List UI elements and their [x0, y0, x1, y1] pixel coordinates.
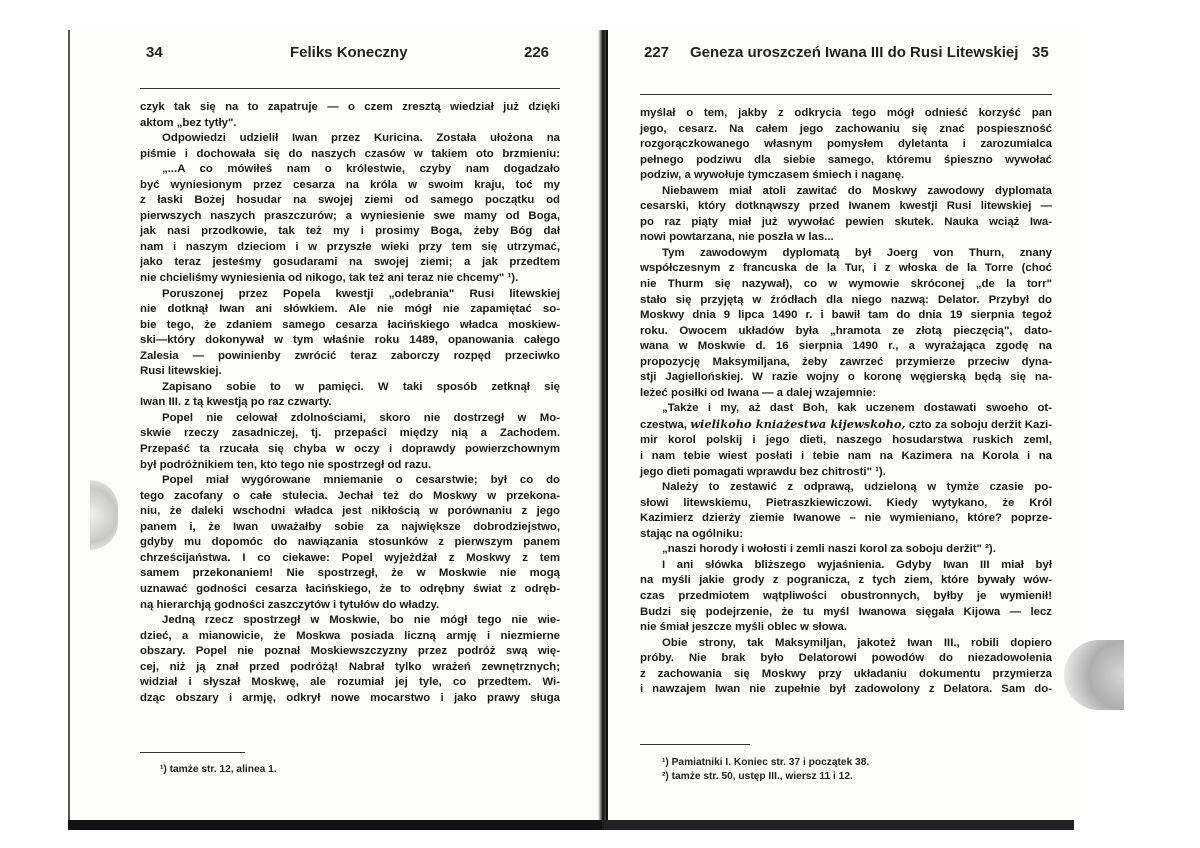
- right-footnote-rule: [640, 744, 750, 745]
- text-line: Tym zawodowym dyplomatą był Joerg von Thurn, znany: [662, 246, 1052, 259]
- text-line: nie śmiał jeszcze myśli oblec w słowa.: [640, 621, 848, 634]
- footnote: ¹) tamże str. 12, alinea 1.: [160, 764, 277, 775]
- text-line: Odpowiedzi udzielił Iwan przez Kuricina. Została ułożona na: [162, 132, 560, 145]
- text-line: Iwan III. z tą kwestją po raz czwarty.: [140, 396, 332, 409]
- text-line: stało się przyjętą w źródłach dla niego nazwą: Delator. Przybył do: [640, 293, 1052, 306]
- left-header-rule: [140, 88, 560, 89]
- text-line: nie Thurm się nazywał), co w wymowie skróconej „de la torr": [640, 278, 1052, 291]
- text-line: leżeć posiłki od Iwana — a dalej wzajemnie:: [640, 386, 877, 399]
- text-line: Popel miał wygórowane mniemanie o cesarstwie; był co do: [162, 474, 560, 487]
- text-line: wana w Moskwie d. 16 sierpnia 1490 r., a wyrażająca zgodę na: [640, 340, 1052, 353]
- book-gutter: [598, 30, 606, 830]
- text-line: pierwszych naszych praszczurów; a wyniesienie swe mamy od Boga,: [140, 209, 560, 222]
- text-line: czestwa, wielikoho kniażestwa kijewskoho, czto za soboju deržit Kazi-: [640, 416, 1052, 431]
- text-line: rozgorączkowanego własnym pomysłem dyletanta i zarozumialca: [640, 138, 1052, 151]
- text-line: słowi litewskiemu, Pietraszkiewiczowi. Kiedy wytykano, że Król: [640, 496, 1052, 509]
- text-line: „...A co mówiłeś nam o królestwie, czyby nam dogadzało: [162, 163, 560, 176]
- left-running-header: [140, 44, 560, 64]
- text-line: na myśli jakie grody z pogranicza, z tych ziem, które bywały wów-: [640, 574, 1052, 587]
- text-line: Jedną rzecz spostrzegł w Moskwie, bo nie mógł tego nie wie-: [162, 614, 560, 627]
- text-line: i nawzajem Iwan nie zupełnie był zadowolony z Delatora. Sam do-: [640, 683, 1052, 696]
- text-line: Kazimierz dzierży ziemie Iwanowe – nie wymieniano, które? poprze-: [640, 512, 1052, 525]
- text-line: gdyby mu dopomóc do nawiązania stosunków z pierwszym panem: [140, 536, 560, 549]
- text-line: roku. Owocem układów była „hramota ze złotą pieczęcią", dato-: [640, 324, 1052, 337]
- text-line: i nam tebie wiest posłati i tebie nam na Kazimera na Korola i na: [640, 450, 1052, 463]
- text-line: panem i, że Iwan uważałby sobie za największe dobrodziejstwo,: [140, 520, 560, 533]
- text-line: ną hierarchją godności zaszczytów i tytułów do władzy.: [140, 598, 440, 611]
- right-running-header: [640, 44, 1052, 64]
- text-line: myślał o tem, jakby z odkrycia tego mógł odnieść korzyść pan: [640, 107, 1052, 119]
- text-line: Moskwy dnia 9 lipca 1490 r. i bawił tam do dnia 19 sierpnia tegoż: [640, 309, 1052, 322]
- text-line: obszary. Popel nie poznał Moskiewszczyzny przez podróż swą wię-: [140, 645, 560, 658]
- text-line: Popel nie celował zdolnościami, skoro nie dostrzegł w Mo-: [162, 411, 560, 424]
- text-line: skwie rzeczy zasadniczej, tj. przepaści między nią a Zachodem.: [140, 427, 560, 440]
- text-line: samem przekonaniem! Nie spostrzegł, że w Moskwie nie mogą: [140, 567, 560, 580]
- text-line: Zalesia — powinienby zwrócić teraz zaborczy rozpęd przeciwko: [140, 349, 560, 362]
- text-line: nam i naszym dzieciom i w przyszłe wieki przy tem się utrzymać,: [140, 240, 560, 253]
- footnote: ²) tamże str. 50, ustęp III., wiersz 11 i 12.: [662, 771, 853, 782]
- left-page-number: 34: [146, 44, 163, 61]
- left-page-body: [140, 100, 560, 706]
- right-running-head-title: Geneza uroszczeń Iwana III do Rusi Litewskiej: [690, 44, 1019, 61]
- text-line: dząc obszary i armję, odkrył nowe mocarstwo i jako prawy sługa: [140, 691, 560, 704]
- text-line: propozycję Maksymiljana, żeby zawrzeć przymierze przeciw dyna-: [640, 355, 1052, 368]
- text-line: Rusi litewskiej.: [140, 365, 222, 378]
- right-page-footnotes: [662, 756, 1042, 784]
- text-line: stając na ogólniku:: [640, 527, 744, 540]
- text-line: Niebawem miał atoli zawitać do Moskwy zawodowy dyplomata: [662, 184, 1052, 197]
- text-line: bie tego, że zdaniem samego cesarza łacińskiego władca moskiew-: [140, 318, 560, 331]
- text-line: Budzi się podejrzenie, że tu myśl Iwanowa sięgała Kijowa — lecz: [640, 605, 1052, 618]
- right-header-rule: [640, 94, 1052, 95]
- text-line: po raz piąty miał już wywołać pewien skutek. Nauka wciąż Iwa-: [640, 215, 1052, 228]
- text-line: „naszi horody i wołosti i zemli naszi korol za soboju deržit" ²).: [662, 543, 996, 556]
- text-line: niu, że daleki wschodni władca jest nikłością w porównaniu z jego: [140, 505, 560, 518]
- left-page-bottom-edge: [68, 820, 602, 830]
- right-page-bottom-edge: [604, 820, 1074, 830]
- text-line: próby. Nie brak było Delatorowi powodów do niezadowolenia: [640, 652, 1052, 665]
- text-line: pełnego podziwu dla siebie samego, któremu śpieszno wywołać: [640, 153, 1052, 166]
- text-line: ski—który dokonywał w tym właśnie roku 1489, opanowania całego: [140, 334, 560, 347]
- text-line: czyk tak się na to zapatruje — o czem zresztą wiedział już dzięki: [140, 101, 560, 113]
- text-line: czas przedmiotem wątpliwości obustronnych, byłby je wymienił!: [640, 589, 1052, 602]
- text-line: dzieć, a mianowicie, że Moskwa posiada liczną armję i niezmierne: [140, 629, 560, 642]
- text-line: I ani słówka bliższego wyjaśnienia. Gdyby Iwan III miał był: [662, 558, 1052, 571]
- text-line: Poruszonej przez Popela kwestji „odebrania" Rusi litewskiej: [162, 287, 560, 300]
- text-line: z zachowania się Moskwy przy układaniu dokumentu przymierza: [640, 667, 1052, 680]
- text-line: nowi powtarzana, nie poszła w las...: [640, 231, 834, 244]
- text-line: uznawać godności cesarza łacińskiego, że to odrębny świat z odręb-: [140, 582, 560, 595]
- text-line: Przepaść ta rzucała się chyba w oczy i doprawdy powierzchownym: [140, 443, 560, 456]
- text-line: „Także i my, aż dast Boh, kak uczenem dostawati swoeho ot-: [662, 402, 1052, 415]
- text-line: Należy to zestawić z odprawą, udzieloną w tymże czasie po-: [662, 481, 1052, 494]
- text-line: Obie strony, tak Maksymiljan, jakoteż Iwan III., robili dopiero: [662, 636, 1052, 649]
- footnote: ¹) Pamiatniki I. Koniec str. 37 i początek 38.: [662, 757, 870, 768]
- text-line: chrześcijaństwa. I co ciekawe: Popel wyjeżdżał z Moskwy z tem: [140, 551, 560, 564]
- text-line: jego dieti pomagati wprawdu bez chitrosti" ¹).: [640, 465, 886, 478]
- text-line: współczesnym z francuska de la Tur, i z włoska de la Torre (choć: [640, 262, 1052, 275]
- text-line: nie chcieliśmy wyniesienia od nikogo, tak też ani teraz nie chcemy" ¹).: [140, 272, 519, 285]
- text-line: stji Jagiellońskiej. W razie wojny o koronę węgierską będą się na-: [640, 371, 1052, 384]
- text-line: aktom „bez tytły".: [140, 116, 237, 129]
- left-page-secondary-number: 226: [524, 44, 550, 61]
- text-line: piśmie i dochowała się do naszych czasów w takiem oto brzmieniu:: [140, 147, 560, 160]
- text-line: cej, niż ją znał przed podróżą! Nabrał tylko wrażeń zewnętrznych;: [140, 660, 560, 673]
- left-page-footnotes: [160, 763, 540, 777]
- text-line: cesarski, który dotknąwszy przed Iwanem kwestji Rusi litewskiej —: [640, 200, 1052, 213]
- text-line: był podróżnikiem ten, kto tego nie spostrzegł od razu.: [140, 458, 432, 471]
- text-line: podziw, a wywołuje tymczasem śmiech i naganę.: [640, 169, 905, 182]
- right-page-secondary-number: 227: [644, 44, 670, 61]
- left-footnote-rule: [140, 752, 245, 753]
- text-line: tego zacofany o całe stulecia. Jechał też do Moskwy w przekona-: [140, 489, 560, 502]
- right-page-number: 35: [1032, 44, 1049, 61]
- text-line: być wyniesionym przez cesarza na króla w swoim kraju, toć my: [140, 178, 560, 191]
- text-line: jego, cesarz. Na całem jego zachowaniu się znać pospieszność: [640, 122, 1052, 135]
- text-line: jak nasi przodkowie, tak też my i prosimy Boga, żeby Bóg dał: [140, 225, 560, 238]
- right-page-body: [640, 106, 1052, 698]
- text-line: jako teraz jesteśmy gosudarami na swojej ziemi; a jak przedtem: [140, 256, 560, 269]
- left-running-head-title: Feliks Koneczny: [290, 44, 408, 61]
- text-line: z łaski Bożej hosudar na swojej ziemi od samego początku od: [140, 194, 560, 207]
- text-line: widział i słyszał Moskwę, ale rozumiał jej tyle, co przedtem. Wi-: [140, 676, 560, 689]
- text-line: nie dotknął Iwan ani słówkiem. Ale nie mógł nie zapamiętać so-: [140, 303, 560, 316]
- text-line: mir korol polskij i jego dieti, naszego hosudarstwa ruskich zeml,: [640, 434, 1052, 447]
- text-line: Zapisano sobie to w pamięci. W taki sposób zetknął się: [162, 380, 560, 393]
